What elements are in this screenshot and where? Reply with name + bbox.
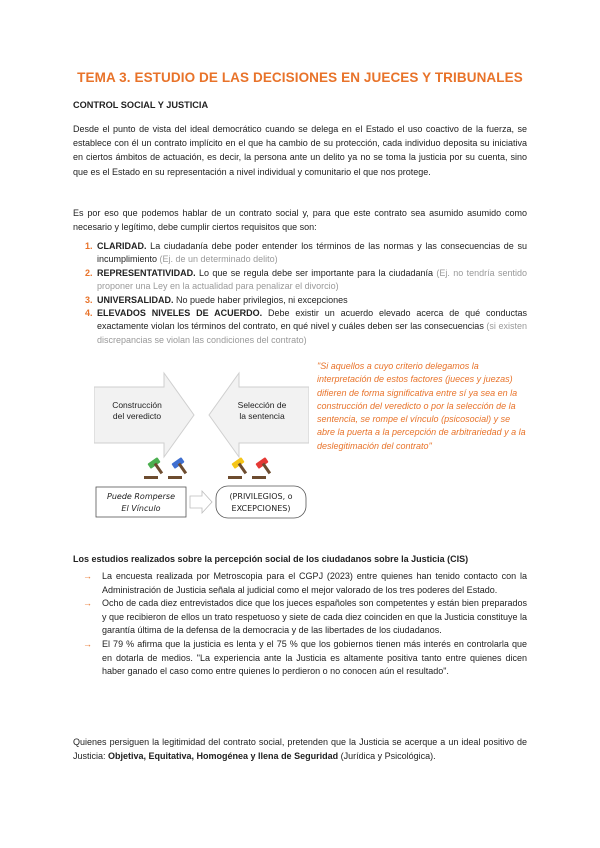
- item-example: (Ej. de un determinado delito): [159, 254, 278, 265]
- break-link-text-1: Puede Romperse: [107, 492, 175, 501]
- gavel-blue-icon: [168, 457, 187, 479]
- gavel-yellow-icon: [228, 457, 247, 479]
- study-text: El 79 % afirma que la justicia es lenta y el 75 % que los gobiernos tienen más interés en controlarla que en dotarla de medios. "La experiencia ante la Justicia es altamente positiva tanto entre quienes dicen haber ganado el caso como entre quienes lo perdieron o no conocen aún el resultado".: [102, 638, 527, 677]
- quote-block: "Si aquellos a cuyo criterio delegamos la interpretación de estos factores (jueces y juezas) difieren de forma significativa entre sí ya sea en la construcción del veredicto o por la selección de la sentencia, se rompe el vínculo (psicosocial) y se abre la puerta a la percepción de arbitrariedad y a la deslegitimación del contrato": [317, 361, 526, 451]
- item-term: CLARIDAD.: [97, 241, 147, 251]
- list-item: [73, 267, 527, 294]
- veredict-sentence-diagram: [94, 365, 309, 525]
- closing-paragraph: [73, 735, 527, 763]
- item-text: Lo que se regula debe ser importante para la ciudadanía: [195, 267, 437, 278]
- item-text: Debe existir un acuerdo elevado acerca de qué conductas exactamente violan los términos del contrato, en qué nivel y cuáles deben ser las consecuencias: [97, 308, 527, 332]
- contract-paragraph: Es por eso que podemos hablar de un contrato social y, para que este contrato sea asumido asumido como necesario y legítimo, debe cumplir ciertos requisitos que son:: [73, 208, 527, 233]
- item-number: 3.: [85, 294, 93, 305]
- item-number: 4.: [85, 308, 93, 319]
- study-text: La encuesta realizada por Metroscopia para el CGPJ (2023) entre quienes han tenido contacto con la Administración de Justicia señala al judicial como el mejor valorado de los tres poderes del Estado.: [102, 571, 527, 595]
- item-text: No puede haber privilegios, ni excepciones: [173, 294, 348, 305]
- privileges-text-1: (PRIVILEGIOS, o: [229, 492, 293, 501]
- item-term: REPRESENTATIVIDAD.: [97, 267, 196, 278]
- item-text: La ciudadanía debe poder entender los términos de las normas y las consecuencias de su incumplimiento: [97, 241, 527, 265]
- closing-bold-text: Objetiva, Equitativa, Homogénea y llena de Seguridad: [108, 751, 339, 762]
- list-item: [73, 597, 527, 638]
- gavel-red-icon: [252, 457, 271, 479]
- bullet-arrow-icon: →: [83, 638, 92, 649]
- right-arrow-icon: [190, 491, 212, 513]
- section-heading-control-social: CONTROL SOCIAL Y JUSTICIA: [73, 100, 209, 110]
- item-example: (Ej. no tendría sentido proponer una Ley en la actualidad para penalizar el divorcio): [97, 267, 527, 292]
- left-arrow-label-2: del veredicto: [112, 411, 162, 421]
- gavel-green-icon: [144, 457, 163, 479]
- requirements-list: [73, 240, 527, 347]
- list-item: [73, 307, 527, 347]
- list-item: [73, 294, 527, 307]
- list-item: [73, 638, 527, 679]
- break-link-text-2: El Vínculo: [121, 504, 161, 513]
- right-arrow-label-2: la sentencia: [239, 411, 285, 421]
- item-number: 1.: [85, 241, 93, 251]
- page-title: TEMA 3. ESTUDIO DE LAS DECISIONES EN JUECES Y TRIBUNALES: [77, 70, 523, 85]
- item-example: (si existen discrepancias se violan las condiciones del contrato): [97, 321, 527, 345]
- studies-list: [73, 570, 527, 679]
- privileges-box: [216, 486, 306, 518]
- study-text: Ocho de cada diez entrevistados dice que los jueces españoles son competentes y están bien preparados y que recibieron de ellos un trato respetuoso y siete de cada diez coinciden en que la Justicia constituye la garantía última de la defensa de la democracia y de las libertades de los ciudadanos.: [102, 598, 527, 636]
- list-item: [73, 570, 527, 597]
- item-term: ELEVADOS NIVELES DE ACUERDO.: [97, 308, 263, 319]
- item-term: UNIVERSALIDAD.: [97, 294, 174, 305]
- closing-text-end: (Jurídica y Psicológica).: [338, 751, 436, 762]
- section-heading-studies: Los estudios realizados sobre la percepción social de los ciudadanos sobre la Justicia (CIS): [73, 554, 469, 564]
- privileges-text-2: EXCEPCIONES): [231, 504, 291, 513]
- bullet-arrow-icon: →: [83, 571, 92, 581]
- intro-paragraph: Desde el punto de vista del ideal democrático cuando se delega en el Estado el uso coactivo de la fuerza, se establece con él un contrato implícito en el que ha cambio de su protección, cada individuo deposita su iniciativa en ciertos ámbitos de actuación, es decir, la persona ante un delito ya no se toma la justicia por su cuenta, sino que es el Estado en su representación a nivel individual y comunitario el que nos protege.: [73, 124, 527, 177]
- list-item: [73, 240, 527, 267]
- left-arrow-label-1: Construcción: [112, 400, 162, 410]
- right-arrow-label-1: Selección de: [237, 400, 287, 410]
- bullet-arrow-icon: →: [83, 598, 92, 609]
- closing-text: Quienes persiguen la legitimidad del contrato social, pretenden que la Justicia se acerque a un ideal positivo de Justicia:: [73, 737, 527, 762]
- item-number: 2.: [85, 267, 93, 278]
